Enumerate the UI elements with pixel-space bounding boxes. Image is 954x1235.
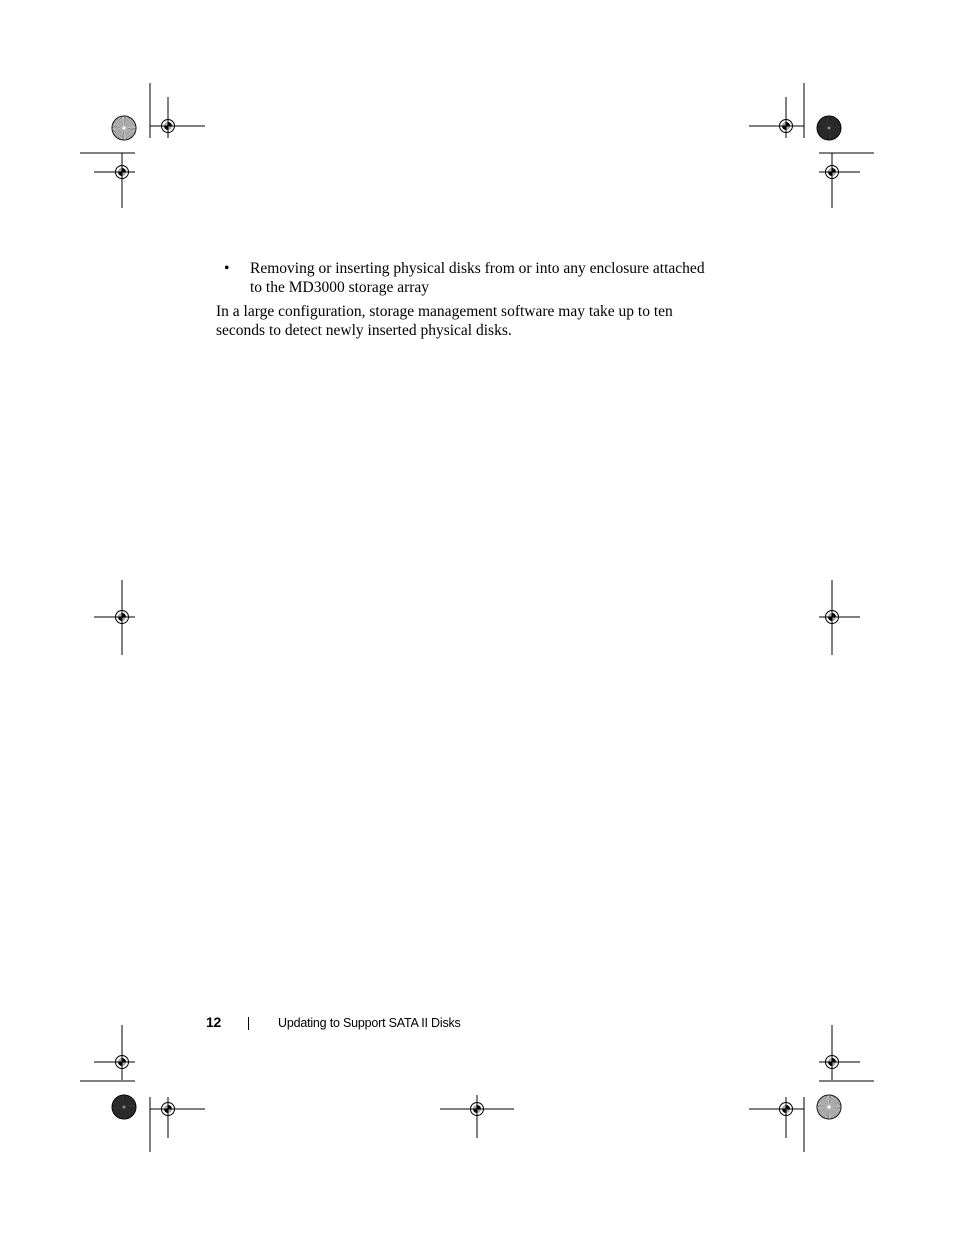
bullet-text (250, 259, 720, 297)
registration-mark-icon (822, 1052, 842, 1072)
registration-mark-icon (776, 116, 796, 136)
footer-separator (248, 1017, 249, 1030)
registration-mark-icon (158, 1099, 178, 1119)
paragraph-line-1: In a large configuration, storage management software may take up to ten (216, 303, 673, 320)
registration-mark-icon (112, 162, 132, 182)
registration-mark-icon (112, 607, 132, 627)
color-wheel-icon (112, 116, 136, 140)
registration-mark-icon (776, 1099, 796, 1119)
bullet-icon: • (224, 260, 230, 277)
bullet-line-1: Removing or inserting physical disks from or into any enclosure attached (250, 260, 705, 277)
bullet-line-2: to the MD3000 storage array (250, 279, 430, 296)
registration-mark-icon (822, 162, 842, 182)
footer-chapter-title: Updating to Support SATA II Disks (278, 1016, 461, 1030)
registration-mark-icon (822, 607, 842, 627)
registration-mark-icon (158, 116, 178, 136)
registration-mark-icon (112, 1052, 132, 1072)
color-wheel-icon (817, 116, 841, 140)
color-wheel-icon (817, 1095, 841, 1119)
registration-mark-icon (467, 1099, 487, 1119)
color-wheel-icon (112, 1095, 136, 1119)
page-number: 12 (206, 1014, 221, 1030)
paragraph-line-2: seconds to detect newly inserted physical disks. (216, 322, 512, 339)
body-paragraph (216, 302, 716, 340)
